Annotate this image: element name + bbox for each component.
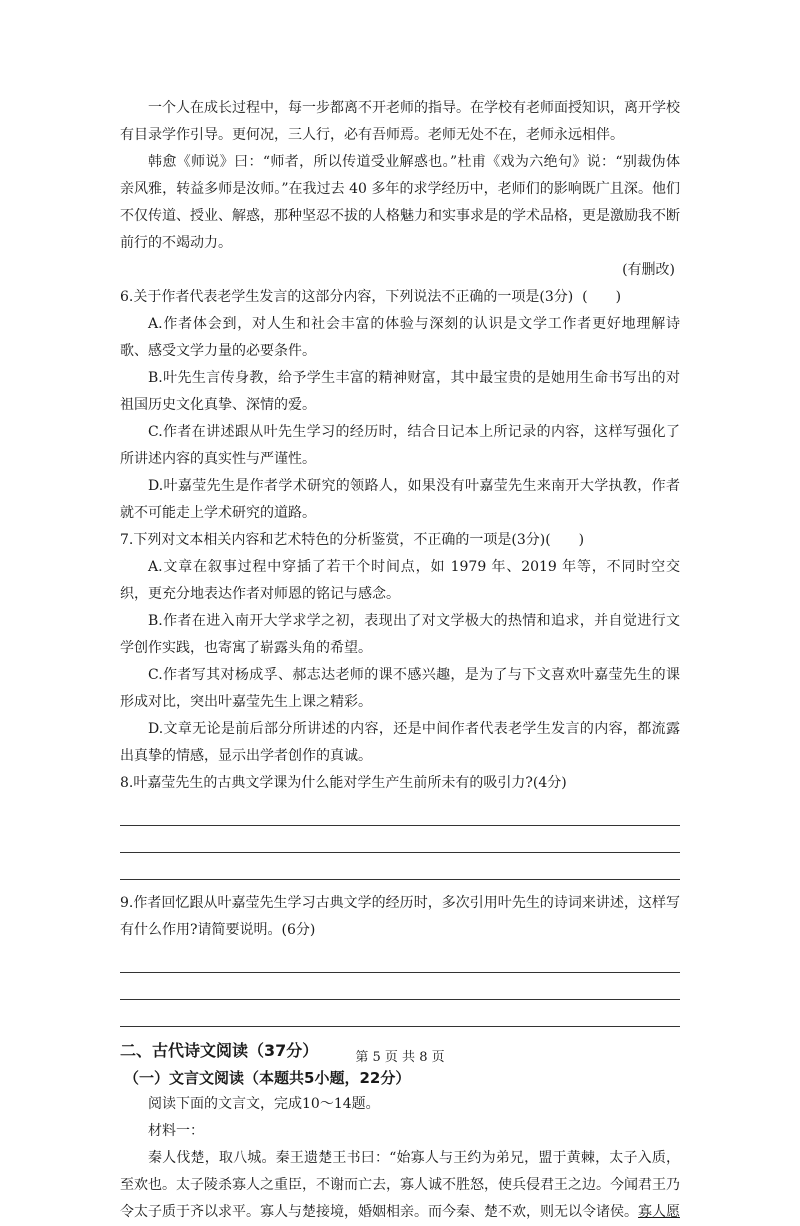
- passage-paragraph-1: 一个人在成长过程中，每一步都离不开老师的指导。在学校有老师面授知识，离开学校有目录学作引导。更何况，三人行，必有吾师焉。老师无处不在，老师永远相伴。: [120, 100, 680, 143]
- section-2-subtitle: （一）文言文阅读（本题共5小题，22分）: [124, 1069, 411, 1087]
- answer-line[interactable]: [120, 973, 680, 1000]
- section-2-instruction: 阅读下面的文言文，完成10～14题。: [148, 1096, 380, 1112]
- question-7-option-b: B.作者在进入南开大学求学之初，表现出了对文学极大的热情和追求，并自觉进行文学创作实践，也寄寓了崭露头角的希望。: [120, 613, 680, 656]
- answer-paren-open: (: [582, 289, 588, 305]
- question-6-option-d: D.叶嘉莹先生是作者学术研究的领路人，如果没有叶嘉莹先生来南开大学执教，作者就不可能走上学术研究的道路。: [120, 478, 680, 521]
- answer-line[interactable]: [120, 826, 680, 853]
- question-8-answer-lines[interactable]: [120, 799, 680, 880]
- question-7-stem: 7.下列对文本相关内容和艺术特色的分析鉴赏，不正确的一项是(3分)( ): [120, 532, 585, 548]
- question-9-answer-lines[interactable]: [120, 946, 680, 1027]
- answer-paren-open: (: [545, 532, 551, 548]
- question-7-option-a: A.文章在叙事过程中穿插了若干个时间点，如 1979 年、2019 年等，不同时空交织，更充分地表达作者对师恩的铭记与感念。: [120, 559, 680, 602]
- page-footer: 第 5 页 共 8 页: [355, 1050, 445, 1065]
- answer-line[interactable]: [120, 946, 680, 973]
- question-7-option-c: C.作者写其对杨成孚、郝志达老师的课不感兴趣，是为了与下文喜欢叶嘉莹先生的课形成对比，突出叶嘉莹先生上课之精彩。: [120, 667, 680, 710]
- question-8-stem: 8.叶嘉莹先生的古典文学课为什么能对学生产生前所未有的吸引力?(4分): [120, 775, 567, 791]
- answer-paren-close: ): [578, 532, 585, 548]
- question-6-option-c: C.作者在讲述跟从叶先生学习的经历时，结合日记本上所记录的内容，这样写强化了所讲述内容的真实性与严谨性。: [120, 424, 680, 467]
- passage-paragraph-2: 韩愈《师说》曰：“师者，所以传道受业解惑也。”杜甫《戏为六绝句》说：“别裁伪体亲风雅，转益多师是汝师。”在我过去 40 多年的求学经历中，老师们的影响既广且深。他们不仅传道、授业、解惑，那种坚忍不拔的人格魅力和实事求是的学术品格，更是激励我不断前行的不竭动力。: [120, 154, 680, 251]
- underlined-phrase: 寡人愿: [638, 1204, 680, 1220]
- section-2-title: 二、古代诗文阅读（37分）: [120, 1041, 319, 1060]
- answer-line[interactable]: [120, 1000, 680, 1027]
- answer-line[interactable]: [120, 853, 680, 880]
- question-6-option-b: B.叶先生言传身教，给予学生丰富的精神财富，其中最宝贵的是她用生命书写出的对祖国历史文化真挚、深情的爱。: [120, 370, 680, 413]
- question-7-option-d: D.文章无论是前后部分所讲述的内容，还是中间作者代表老学生发言的内容，都流露出真挚的情感，显示出学者创作的真诚。: [120, 721, 680, 764]
- answer-paren-close: ): [615, 289, 622, 305]
- question-6-option-a: A.作者体会到，对人生和社会丰富的体验与深刻的认识是文学工作者更好地理解诗歌、感受文学力量的必要条件。: [120, 316, 680, 359]
- passage-note: (有删改): [622, 262, 675, 278]
- question-9-stem: 9.作者回忆跟从叶嘉莹先生学习古典文学的经历时，多次引用叶先生的诗词来讲述，这样写有什么作用?请简要说明。(6分): [120, 895, 680, 938]
- question-6-stem: 6.关于作者代表老学生发言的这部分内容，下列说法不正确的一项是(3分) ( ): [120, 289, 622, 305]
- material-label: 材料一：: [148, 1123, 204, 1139]
- classical-text: 秦人伐楚，取八城。秦王遗楚王书曰：“始寡人与王约为弟兄，盟于黄棘，太子入质，至欢也。太子陵杀寡人之重臣，不谢而亡去，寡人诚不胜怒，使兵侵君王之边。今闻君王乃令太子质于齐以求平。寡人与楚接境，婚姻相亲。而今秦、楚不欢，则无以令诸侯。寡人愿: [120, 1150, 680, 1220]
- answer-line[interactable]: [120, 799, 680, 826]
